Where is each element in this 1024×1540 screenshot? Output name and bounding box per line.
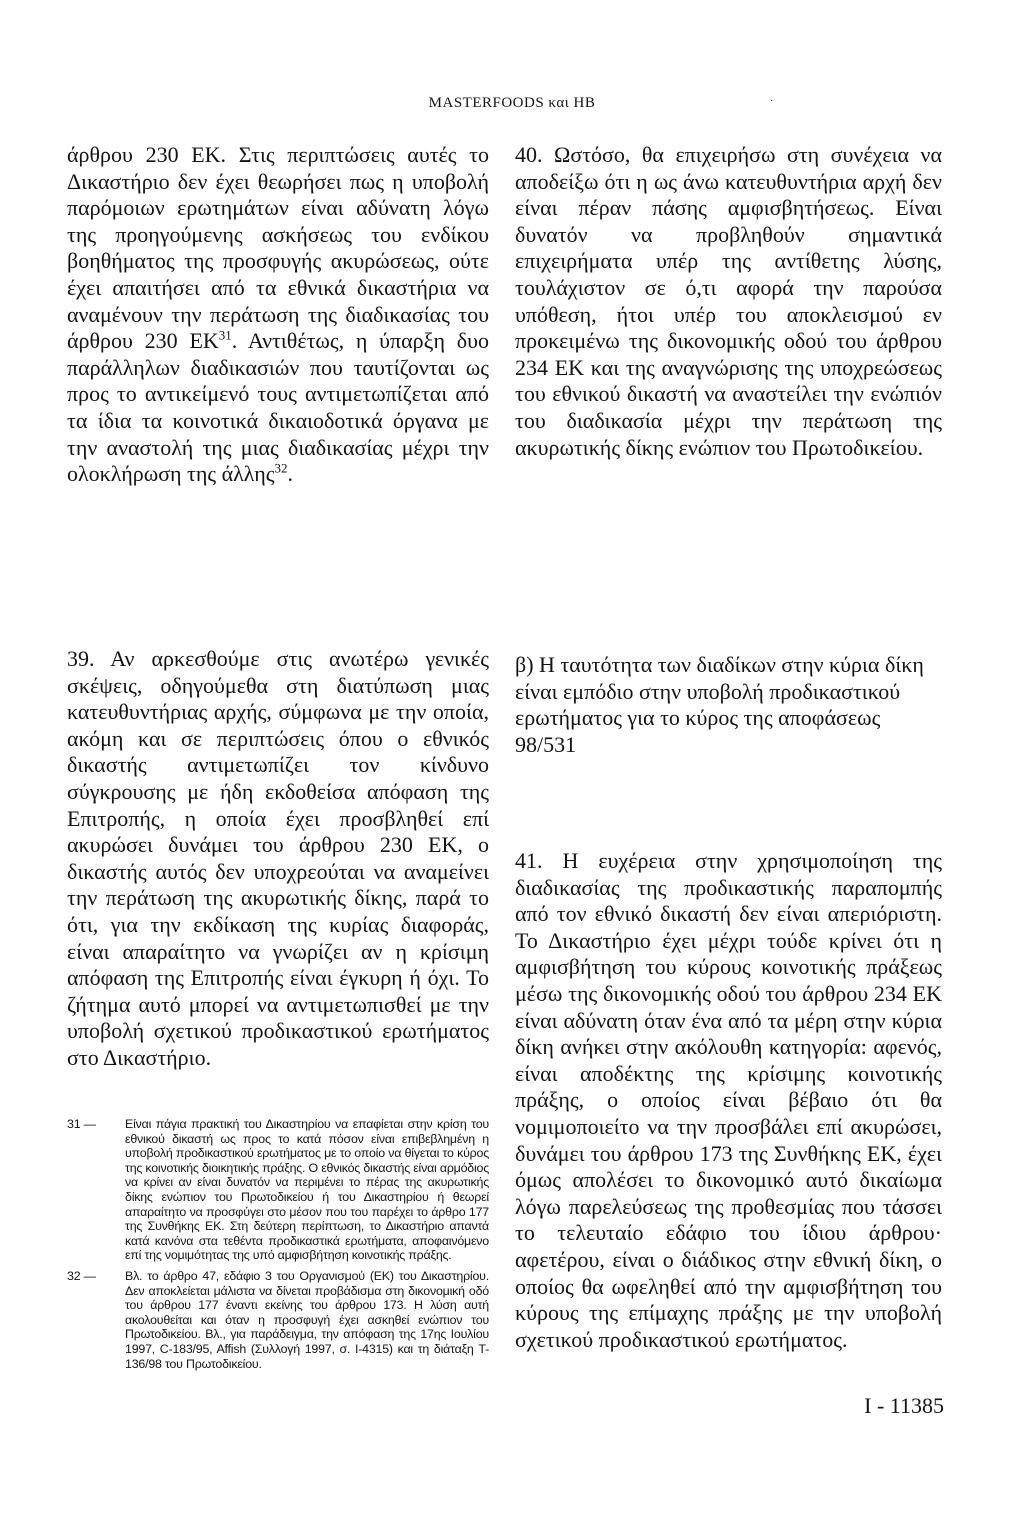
footnote-ref-32[interactable]: 32 — [274, 460, 288, 476]
paragraph-41: 41. Η ευχέρεια στην χρησιμοποίηση της διαδικασίας της προδικαστικής παραπομπής από τον εθνικό δικαστή δεν είναι απεριόριστη. Το Δικαστήριο έχει μέχρι τούδε κρίνει ότι η αμφισβήτηση του κύρους κοινοτικής πράξεως μέσω της δικονομικής οδού του άρθρου 234 ΕΚ είναι αδύνατη όταν ένα από τα μέρη στην κύρια δίκη ανήκει στην ακόλουθη κατηγορία: αφενός, είναι αποδέκτης της κρίσιμης κοινοτικής πράξης, ο οποίος είναι βέβαιο ότι θα νομιμοποιείτο να την προσβάλει επί ακυρώσει, δυνάμει του άρθρου 173 της Συνθήκης ΕΚ, έχει όμως απολέσει το δικονομικό αυτό δικαίωμα λόγω παρελεύσεως της προθεσμίας που τάσσει το τελευταίο εδάφιο του ίδιου άρθρου· αφετέρου, είναι ο διάδικος στην εθνική δίκη, ο οποίος θα ωφεληθεί από την αμφισβήτηση του κύρους της επίμαχης πράξης με την υποβολή σχετικού προδικαστικού ερωτήματος. — [515, 848, 942, 1352]
footnote-ref-31[interactable]: 31 — [218, 327, 232, 343]
para-text: . Αντιθέτως, η ύπαρξη δυο παράλληλων διαδικασιών που ταυτίζονται ως προς το αντικείμενό τους αντιμετωπίζεται από τα ίδια τα κοινοτικά δικαιοδοτικά όργανα με την αναστολή της μιας διαδικασίας μέχρι την ολοκλήρωση της άλλης — [67, 328, 489, 487]
left-column-top — [67, 142, 489, 488]
page-number: I - 11385 — [864, 1393, 944, 1418]
right-column-bottom — [515, 848, 942, 1353]
footnote-32 — [67, 1269, 489, 1371]
running-header: MASTERFOODS και HB — [428, 95, 596, 111]
footnotes — [67, 1117, 489, 1377]
footnote-text: Είναι πάγια πρακτική του Δικαστηρίου να επαφίεται στην κρίση του εθνικού δικαστή ως προς το κατά πόσον είναι επιβεβλημένη η υποβολή προδικαστικού ερωτήματος με το οποίο να θίγεται το κύρος της κοινοτικής διοικητικής πράξης. Ο εθνικός δικαστής είναι αρμόδιος να κρίνει αν είναι δυνατόν να περιμένει το πέρας της ακυρωτικής δίκης ενώπιον του Πρωτοδικείου ή του Δικαστηρίου ή θεωρεί απαραίτητο να προσφύγει στο μέσον που του παρέχει το άρθρο 177 της Συνθήκης ΕΚ. Στη δεύτερη περίπτωση, το Δικαστήριο απαντά κατά κανόνα στα τεθέντα προδικαστικά ερωτήματα, αποφαινόμενο επί της νομιμότητας της υπό αμφισβήτηση κοινοτικής πράξης. — [125, 1117, 490, 1263]
right-column-top — [515, 142, 942, 461]
stray-mark: · — [770, 96, 774, 107]
left-column-middle — [67, 646, 489, 1072]
paragraph-38-continued — [67, 142, 489, 488]
para-text: άρθρου 230 ΕΚ. Στις περιπτώσεις αυτές το Δικαστήριο δεν έχει θεωρήσει πως η υποβολή παρόμοιων ερωτημάτων είναι αδύνατη λόγω της προηγούμενης ασκήσεως του ενδίκου βοηθήματος της προσφυγής ακυρώσεως, ούτε έχει απαιτήσει από τα εθνικά δικαστήρια να αναμένουν την περάτωση της διαδικασίας του άρθρου 230 ΕΚ — [67, 142, 489, 354]
footnote-text: Βλ. το άρθρο 47, εδάφιο 3 του Οργανισμού (ΕΚ) του Δικαστηρίου. Δεν αποκλείεται μάλιστα να δίνεται προβάδισμα στη δικονομική οδό του άρθρου 177 έναντι εκείνης του άρθρου 173. Η λύση αυτή ακολουθείται και όταν η προσφυγή έχει ασκηθεί ενώπιον του Πρωτοδικείου. Βλ., για παράδειγμα, την απόφαση της 17ης Ιουλίου 1997, C-183/95, Affish (Συλλογή 1997, σ. I-4315) και τη διάταξη T-136/98 του Πρωτοδικείου. — [125, 1268, 489, 1371]
paragraph-39: 39. Αν αρκεσθούμε στις ανωτέρω γενικές σκέψεις, οδηγούμεθα στη διατύπωση μιας κατευθυντήριας αρχής, σύμφωνα με την οποία, ακόμη και σε περιπτώσεις όπου ο εθνικός δικαστής αντιμετωπίζει τον κίνδυνο σύγκρουσης με ήδη εκδοθείσα απόφαση της Επιτροπής, η οποία έχει προσβληθεί επί ακυρώσει δυνάμει του άρθρου 230 ΕΚ, ο δικαστής αυτός δεν υποχρεούται να αναμείνει την περάτωση της ακυρωτικής δίκης, παρά το ότι, για την εκδίκαση της κυρίας διαφοράς, είναι απαραίτητο να γνωρίζει αν η κρίσιμη απόφαση της Επιτροπής είναι έγκυρη ή όχι. Το ζήτημα αυτό μπορεί να αντιμετωπισθεί με την υποβολή σχετικού προδικαστικού ερωτήματος στο Δικαστήριο. — [67, 646, 489, 1070]
footnote-31 — [67, 1117, 489, 1263]
right-column-heading — [515, 652, 942, 758]
para-text: . — [287, 461, 293, 487]
paragraph-40: 40. Ωστόσο, θα επιχειρήσω στη συνέχεια να αποδείξω ότι η ως άνω κατευθυντήρια αρχή δεν είναι πέραν πάσης αμφισβητήσεως. Είναι δυνατόν να προβληθούν σημαντικά επιχειρήματα υπέρ της αντίθετης λύσης, τουλάχιστον σε ό,τι αφορά την παρούσα υπόθεση, ήτοι υπέρ του αποκλεισμού εν προκειμένω της δικονομικής οδού του άρθρου 234 ΕΚ και της αναγνώρισης της υποχρεώσεως του εθνικού δικαστή να αναστείλει την ενώπιόν του διαδικασία μέχρι την περάτωση της ακυρωτικής δίκης ενώπιον του Πρωτοδικείου. — [515, 142, 942, 460]
footnote-number: 31 — — [67, 1117, 96, 1131]
footnote-number: 32 — — [67, 1268, 96, 1283]
section-heading-b: β) Η ταυτότητα των διαδίκων στην κύρια δίκη είναι εμπόδιο στην υποβολή προδικαστικού ερωτήματος για το κύρος της αποφάσεως 98/531 — [515, 652, 924, 757]
